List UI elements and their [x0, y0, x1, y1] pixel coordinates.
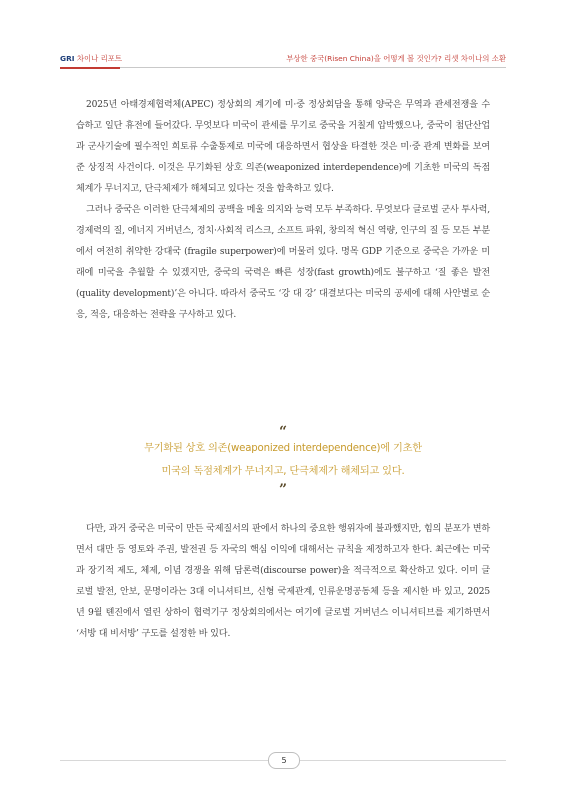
pull-quote-line: 무기화된 상호 의존(weaponized interdependence)에 기초한 — [144, 443, 422, 454]
page-number: 5 — [268, 752, 300, 769]
body-block-1 — [76, 95, 490, 326]
paragraph: 그러나 중국은 이러한 단극체제의 공백을 메울 의지와 능력 모두 부족하다. 무엇보다 글로벌 군사 투사력, 경제력의 질, 에너지 거버넌스, 정치·사회적 리스크, 소프트 파워, 창의적 혁신 역량, 인구의 질 등 모든 부분에서 여전히 취약한 강대국 (fragile superpower)에 머물러 있다. 명목 GDP 기준으로 중국은 가까운 미래에 미국을 추월할 수 있겠지만, 중국의 국력은 빠른 성장(fast growth)에도 불구하고 ‘질 좋은 발전(quality development)’은 아니다. 따라서 중국도 ‘강 대 강’ 대결보다는 미국의 공세에 대해 사안별로 순응, 적응, 대응하는 전략을 구사하고 있다. — [76, 205, 490, 320]
pull-quote — [60, 424, 506, 498]
open-quote-mark: “ — [278, 424, 288, 440]
brand-suffix: 차이나 리포트 — [74, 54, 123, 63]
pull-quote-line: 미국의 독점체계가 무너지고, 단극체제가 해체되고 있다. — [161, 466, 405, 477]
paragraph: 다만, 과거 중국은 미국이 만든 국제질서의 판에서 하나의 중요한 행위자에 불과했지만, 힘의 분포가 변하면서 대만 등 영토와 주권, 발전권 등 자국의 핵심 이익에 대해서는 규칙을 제정하고자 한다. 최근에는 미국과 장기적 제도, 체제, 이념 경쟁을 위해 담론력(discourse power)을 적극적으로 확산하고 있다. 이미 글로벌 발전, 안보, 문명이라는 3대 이니셔티브, 신형 국제관계, 인류운명공동체 등을 제시한 바 있고, 2025년 9월 톈진에서 열린 상하이 협력기구 정상회의에서는 여기에 글로벌 거버넌스 이니셔티브를 제기하면서 ‘서방 대 비서방’ 구도를 설정한 바 있다. — [76, 524, 490, 639]
paragraph: 2025년 아태경제협력체(APEC) 정상회의 계기에 미·중 정상회담을 통해 양국은 무역과 관세전쟁을 수습하고 일단 휴전에 들어갔다. 무엇보다 미국이 관세를 무기로 중국을 거칠게 압박했으나, 중국이 첨단산업과 군사기술에 필수적인 희토류 수출통제로 미국에 대응하면서 협상을 타결한 것은 미·중 관계 변화를 보여준 상징적 사건이다. 이것은 무기화된 상호 의존(weaponized interdependence)에 기초한 미국의 독점체계가 무너지고, 단극체제가 해체되고 있다는 것을 함축하고 있다. — [76, 100, 490, 194]
close-quote-mark: ” — [278, 482, 288, 498]
running-title: 부상한 중국(Risen China)을 어떻게 볼 것인가? 리셋 차이나의 소환 — [286, 54, 506, 63]
body-block-2 — [76, 519, 490, 645]
page-header — [60, 47, 506, 68]
brand-gri: GRI — [60, 54, 75, 63]
header-accent-line — [60, 67, 120, 69]
report-brand — [60, 53, 122, 64]
pull-quote-text — [83, 437, 483, 483]
